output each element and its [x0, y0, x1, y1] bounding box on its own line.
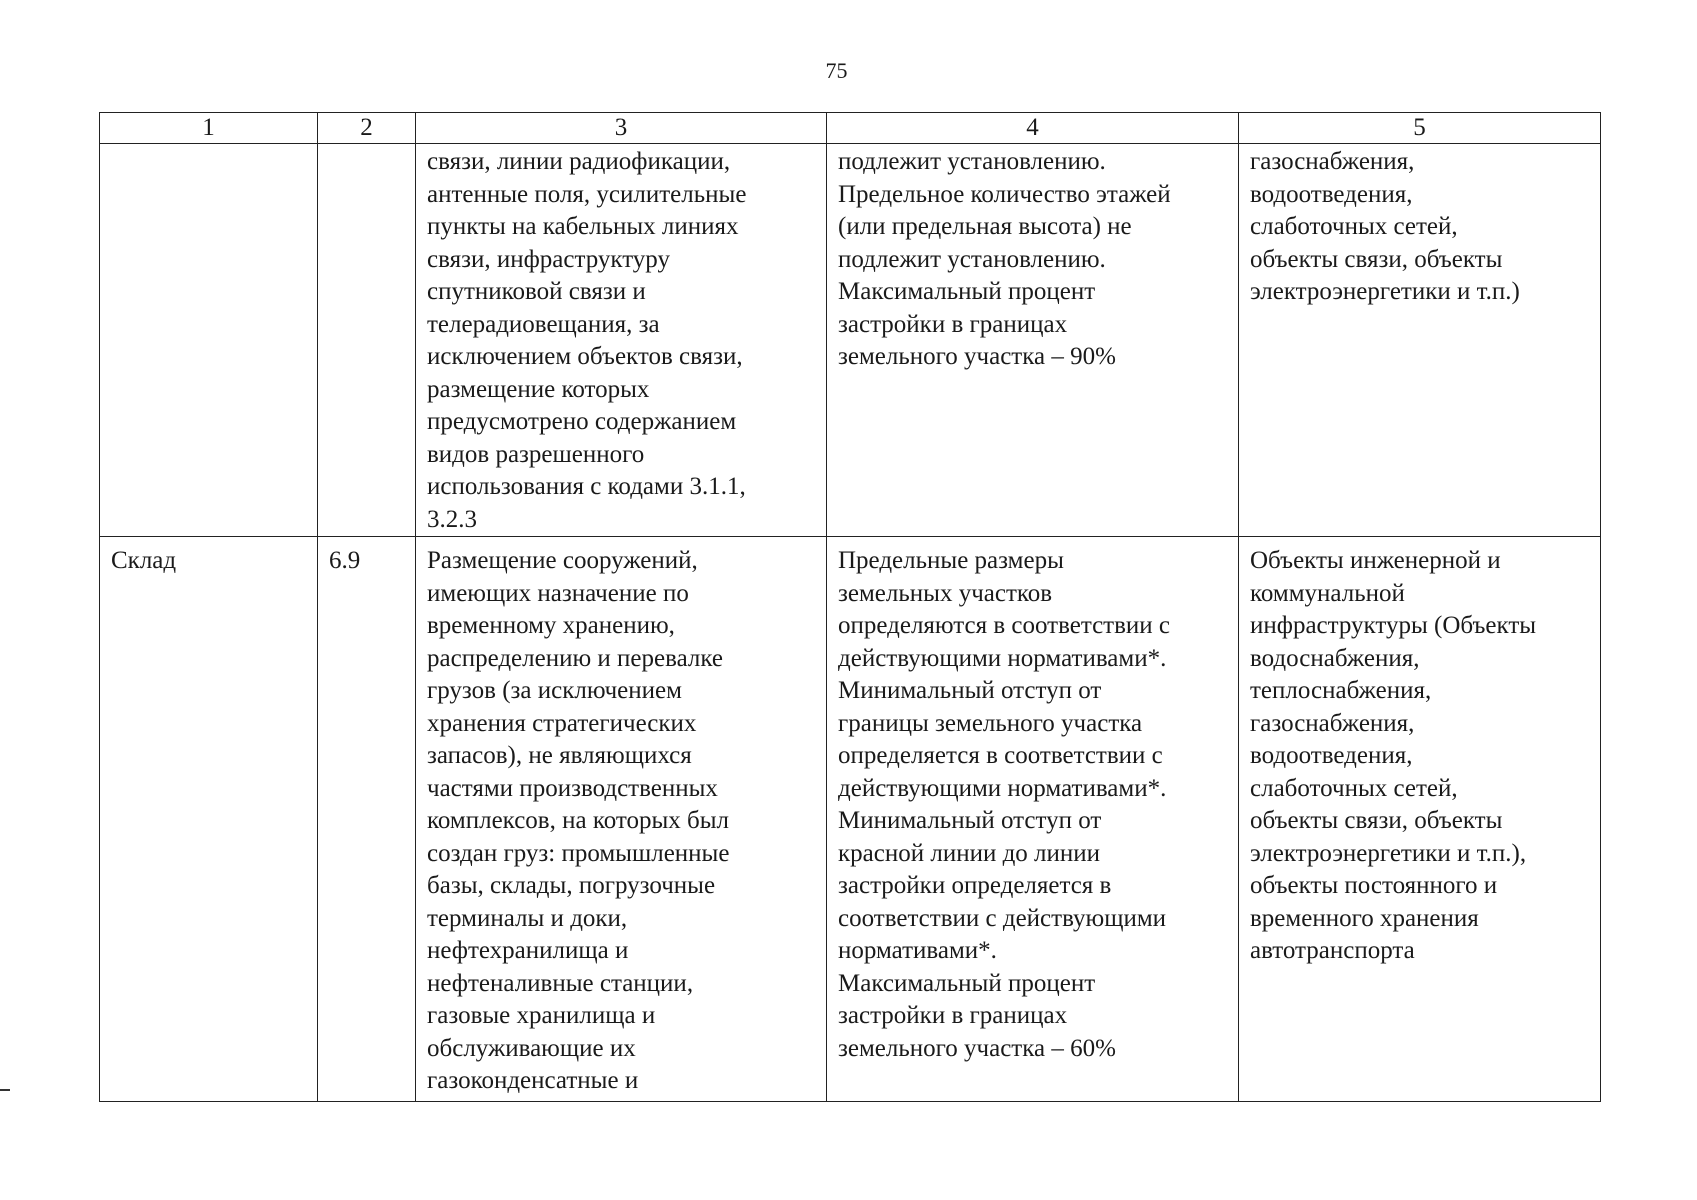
column-header-5: 5 [1239, 113, 1601, 144]
cell-use-description: Размещение сооружений, имеющих назначение по временному хранению, распределению и перевалке грузов (за исключением хранения стратегических запасов), не являющихся частями производственных комплексов, на которых был создан груз: промышленные базы, склады, погрузочные терминалы и доки, нефтехранилища и нефтеналивные станции, газовые хранилища и обслуживающие их газоконденсатные и [416, 537, 827, 1102]
cell-use-name [100, 144, 318, 537]
table-header-row [100, 113, 1601, 144]
cell-auxiliary-uses: Объекты инженерной и коммунальной инфраструктуры (Объекты водоснабжения, теплоснабжения, газоснабжения, водоотведения, слаботочных сетей, объекты связи, объекты электроэнергетики и т.п.), объекты постоянного и временного хранения автотранспорта [1239, 537, 1601, 1102]
cell-use-code: 6.9 [318, 537, 416, 1102]
cell-use-code [318, 144, 416, 537]
cell-parameters: Предельные размеры земельных участков определяются в соответствии с действующими нормативами*. Минимальный отступ от границы земельного участка определяется в соответствии с действующими нормативами*. Минимальный отступ от красной линии до линии застройки определяется в соответствии с действующими нормативами*. Максимальный процент застройки в границах земельного участка – 60% [827, 537, 1239, 1102]
cell-auxiliary-uses: газоснабжения, водоотведения, слаботочных сетей, объекты связи, объекты электроэнергетики и т.п.) [1239, 144, 1601, 537]
column-header-1: 1 [100, 113, 318, 144]
cell-parameters: подлежит установлению. Предельное количество этажей (или предельная высота) не подлежит установлению. Максимальный процент застройки в границах земельного участка – 90% [827, 144, 1239, 537]
column-header-2: 2 [318, 113, 416, 144]
land-use-table [99, 112, 1601, 1102]
page-number [0, 58, 1697, 84]
cell-use-name: Склад [100, 537, 318, 1102]
column-header-3: 3 [416, 113, 827, 144]
page-number-text: 75 [825, 58, 848, 83]
column-header-4: 4 [827, 113, 1239, 144]
table-row [100, 537, 1601, 1102]
scan-edge-mark [0, 1089, 10, 1091]
table-row [100, 144, 1601, 537]
cell-use-description: связи, линии радиофикации, антенные поля, усилительные пункты на кабельных линиях связи, инфраструктуру спутниковой связи и телерадиовещания, за исключением объектов связи, размещение которых предусмотрено содержанием видов разрешенного использования с кодами 3.1.1, 3.2.3 [416, 144, 827, 537]
